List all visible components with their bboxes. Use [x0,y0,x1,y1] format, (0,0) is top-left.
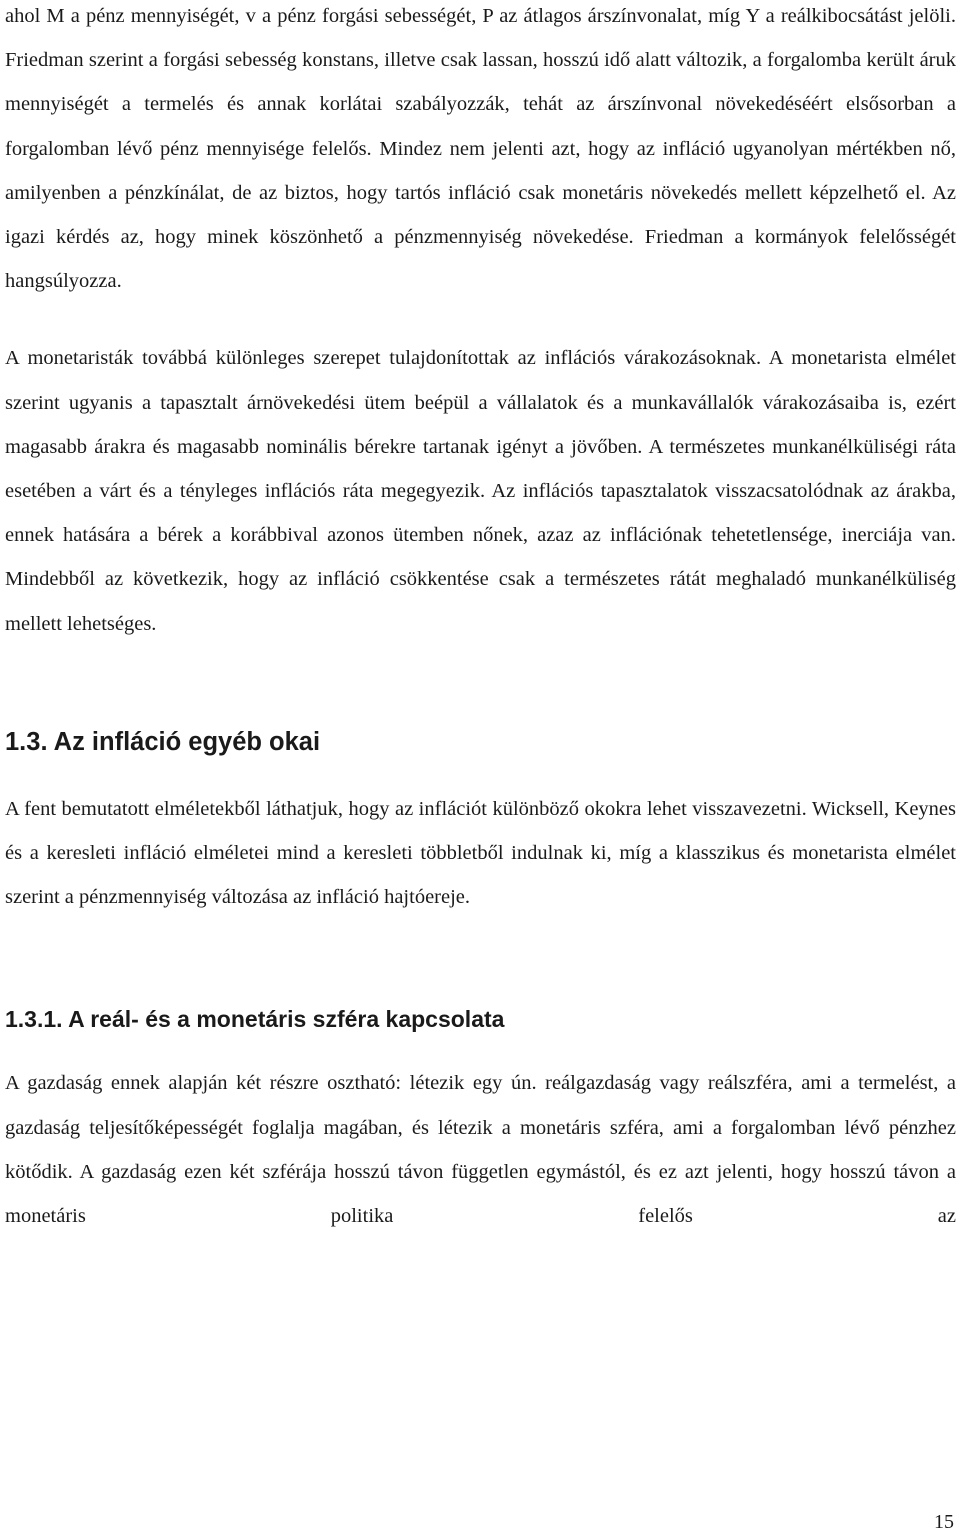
paragraph-real-monetary-sphere: A gazdaság ennek alapján két részre osztható: létezik egy ún. reálgazdaság vagy reálszféra, ami a termelést, a gazdaság teljesítőképességét foglalja magában, és létezik a monetáris szféra, ami a forgalomban lévő pénzhez kötődik. A gazdaság ezen két szférája hosszú távon független egymástól, és ez azt jelenti, hogy hosszú távon a monetáris politika felelős az [5,1072,956,1228]
paragraph-monetarist-friedman: ahol M a pénz mennyiségét, v a pénz forgási sebességét, P az átlagos árszínvonalat, míg Y a reálkibocsátást jelöli. Friedman szerint a forgási sebesség konstans, illetve csak lassan, hosszú idő alatt változik, a forgalomba került áruk mennyiségét a termelés és annak korlátai szabályozzák, tehát az árszínvonal növekedéséért elsősorban a forgalomban lévő pénz mennyisége felelős. Mindez nem jelenti azt, hogy az infláció ugyanolyan mértékben nő, amilyenben a pénzkínálat, de az biztos, hogy tartós infláció csak monetáris növekedés mellett képzelhető el. Az igazi kérdés az, hogy minek köszönhető a pénzmennyiség növekedése. Friedman a kormányok felelősségét hangsúlyozza. [5,5,956,293]
section-heading: 1.3. Az infláció egyéb okai [5,727,321,756]
paragraph-other-causes: A fent bemutatott elméletekből láthatjuk, hogy az inflációt különböző okokra lehet visszavezetni. Wicksell, Keynes és a keresleti infláció elméletei mind a keresleti többletből indulnak ki, míg a klasszikus és monetarista elmélet szerint a pénzmennyiség változása az infláció hajtóereje. [5,797,956,909]
page-number: 15 [934,1511,954,1533]
document-page [5,0,956,1238]
paragraph-inflation-expectations: A monetaristák továbbá különleges szerepet tulajdonítottak az inflációs várakozásoknak. A monetarista elmélet szerint ugyanis a tapasztalt árnövekedési ütem beépül a vállalatok és a munkavállalók várakozásaiba is, ezért magasabb árakra és magasabb nominális bérekre tartanak igényt a jövőben. A természetes munkanélküliségi ráta esetében a várt és a tényleges inflációs ráta megegyezik. Az inflációs tapasztalatok visszacsatolódnak az árakba, ennek hatására a bérek a korábbival azonos ütemben nőnek, azaz az inflációnak tehetetlensége, inerciája van. Mindebből az következik, hogy az infláció csökkentése csak a természetes rátát meghaladó munkanélküliség mellett lehetséges. [5,347,956,635]
subsection-heading: 1.3.1. A reál- és a monetáris szféra kapcsolata [5,1006,505,1033]
